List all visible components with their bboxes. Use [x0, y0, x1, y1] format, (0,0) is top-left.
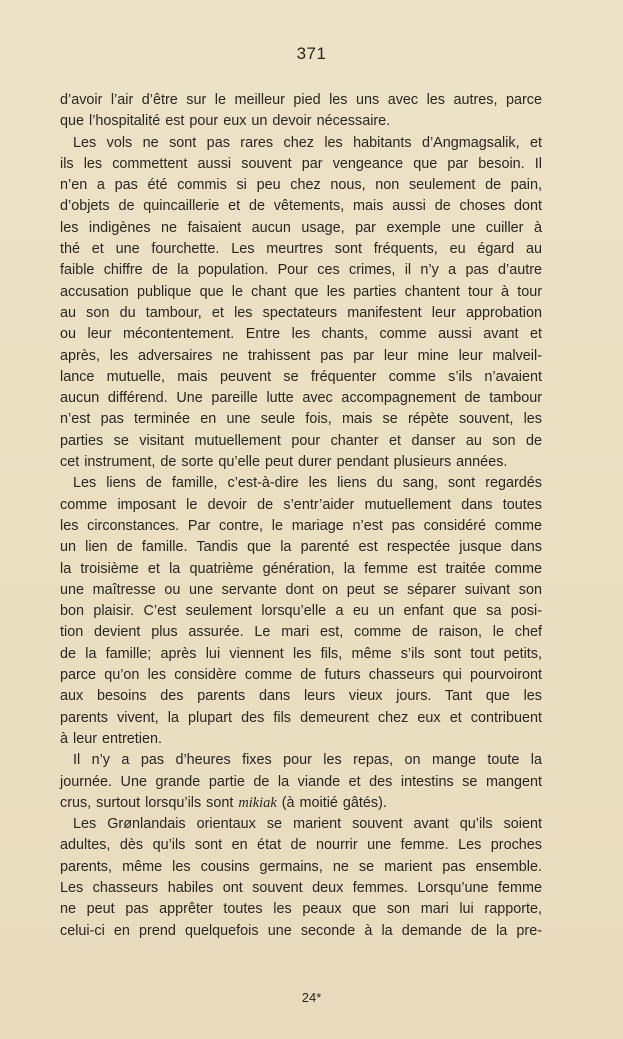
text-line: à leur entretien. [60, 730, 162, 747]
text-line: de la famille; après lui viennent les fils, même s’ils sont tout petits, [60, 645, 542, 662]
text-line: Les chasseurs habiles ont souvent deux femmes. Lorsqu’une femme [60, 879, 542, 896]
text-line: parties se visitant mutuellement pour chanter et danser au son de [60, 432, 542, 449]
text-line: celui-ci en prend quelquefois une seconde à la demande de la pre- [60, 922, 542, 939]
text-line: une maîtresse ou une servante dont on peut se séparer suivant son [60, 581, 542, 598]
text-line: thé et une fourchette. Les meurtres sont fréquents, eu égard au [60, 241, 542, 258]
text-line: parce qu’on les considère comme de futurs chasseurs qui pourvoiront [60, 667, 542, 684]
paragraph-start-line: Il n’y a pas d’heures fixes pour les repas, on mange toute la [73, 752, 542, 769]
text-line: cet instrument, de sorte qu’elle peut durer pendant plusieurs années. [60, 454, 508, 471]
text-line: ou leur mécontentement. Entre les chants, comme aussi avant et [60, 326, 542, 343]
text-line: parents vivent, la plupart des fils demeurent chez eux et contribuent [60, 709, 542, 726]
text-line: les circonstances. Par contre, le mariage n’est pas considéré comme [60, 517, 542, 534]
text-line: bon plaisir. C’est seulement lorsqu’elle a eu un enfant que sa posi- [60, 603, 542, 620]
text-line-with-italic [60, 793, 542, 814]
text-line: n’est pas terminée en une seule fois, mais se répète souvent, les [60, 411, 542, 428]
text-line: tion devient plus assurée. Le mari est, comme de raison, le chef [60, 624, 542, 641]
text-fragment: crus, surtout lorsqu’ils sont [60, 794, 239, 811]
text-line: un lien de famille. Tandis que la parenté est respectée jusque dans [60, 539, 542, 556]
text-line: n’en a pas été commis si peu chez nous, non seulement de pain, [60, 177, 542, 194]
italic-term: mikiak [238, 794, 277, 811]
body-text [60, 90, 542, 942]
text-line: d’objets de quincaillerie et de vêtements, mais aussi de choses dont [60, 198, 542, 215]
text-line: faible chiffre de la population. Pour ces crimes, il n’y a pas d’autre [60, 262, 542, 279]
text-line: parents, même les cousins germains, ne se marient pas ensemble. [60, 858, 542, 875]
paragraph-start-line: Les Grønlandais orientaux se marient souvent avant qu’ils soient [73, 816, 542, 833]
text-line: d’avoir l’air d’être sur le meilleur pied les uns avec les autres, parce [60, 92, 542, 108]
text-fragment: (à moitié gâtés). [276, 794, 387, 811]
text-line: ils les commettent aussi souvent par vengeance que par besoin. Il [60, 155, 542, 172]
text-line: aucun différend. Une pareille lutte avec accompagnement de tambour [60, 390, 542, 407]
signature-mark: 24* [301, 990, 322, 1005]
text-line: ne peut pas apprêter toutes les peaux que son mari lui rapporte, [60, 901, 542, 918]
text-line: comme imposant le devoir de s’entr’aider mutuellement dans toutes [60, 496, 542, 513]
text-line: la troisième et la quatrième génération, la femme est traitée comme [60, 560, 542, 577]
text-line: les indigènes ne faisaient aucun usage, par exemple une cuiller à [60, 219, 542, 236]
text-line: accusation publique que le chant que les parties chantent tour à tour [60, 283, 542, 300]
paragraph-start-line: Les liens de famille, c’est-à-dire les liens du sang, sont regardés [73, 475, 542, 492]
text-line: au son du tambour, et les spectateurs manifestent leur approbation [60, 304, 542, 321]
paragraph-start-line: Les vols ne sont pas rares chez les habitants d’Angmagsalik, et [73, 134, 542, 151]
page-number: 371 [296, 44, 327, 63]
text-line: que l’hospitalité est pour eux un devoir nécessaire. [60, 113, 391, 130]
text-line: lance mutuelle, mais peuvent se fréquenter comme s’ils n’avaient [60, 368, 542, 385]
text-line: après, les adversaires ne trahissent pas par leur mine leur malveil- [60, 347, 542, 364]
text-line: aux besoins des parents dans leurs vieux jours. Tant que les [60, 688, 542, 705]
text-line: journée. Une grande partie de la viande et des intestins se mangent [60, 773, 542, 790]
text-line: adultes, dès qu’ils sont en état de nourrir une femme. Les proches [60, 837, 542, 854]
